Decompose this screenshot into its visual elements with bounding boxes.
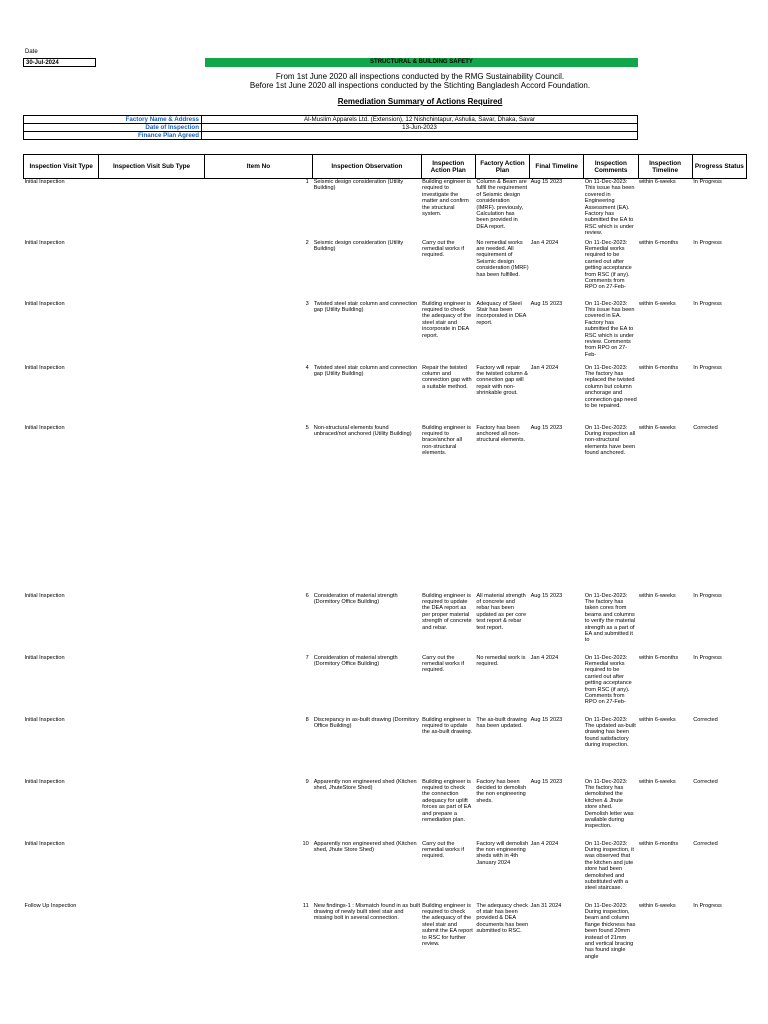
inspection-timeline-cell: within 6-weeks — [639, 424, 676, 431]
final-timeline-cell: Jan 31 2024 — [530, 902, 562, 909]
table-row — [24, 365, 747, 425]
action-plan-cell: Repair the twisted column and connection gap with a suitable method. — [422, 364, 472, 390]
action-plan-cell: Building engineer is required to brace/anchor all non-structural elements. — [422, 424, 471, 457]
inspection-timeline-cell: within 6-months — [639, 654, 679, 661]
visit-type-cell: Initial Inspection — [24, 424, 65, 431]
visit-type-cell: Initial Inspection — [24, 716, 65, 723]
factory-plan-cell: The adequacy check of stair has been provided & DEA documents has been submitted to RSC. — [476, 902, 529, 935]
observation-cell: Twisted steel stair column and connection gap (Utility Building) — [313, 300, 418, 313]
final-timeline-cell: Jan 4 2024 — [530, 840, 559, 847]
progress-status-cell: In Progress — [693, 654, 722, 661]
factory-info-table — [23, 115, 638, 140]
item-no-cell: 7 — [305, 654, 309, 661]
observation-cell: Seismic design consideration (Utility Building) — [313, 239, 404, 252]
notice-line-1: From 1st June 2020 all inspections conducted by the RMG Sustainability Council. — [275, 72, 565, 81]
visit-subtype-cell — [99, 179, 204, 240]
visit-type-cell: Initial Inspection — [24, 592, 65, 599]
inspection-timeline-cell: within 6-weeks — [639, 778, 676, 785]
progress-status-cell: In Progress — [693, 592, 722, 599]
final-timeline-cell: Aug 15 2023 — [530, 300, 563, 307]
inspection-timeline-cell: within 6-months — [639, 239, 679, 246]
final-timeline-cell: Aug 15 2023 — [530, 179, 563, 185]
visit-type-cell: Initial Inspection — [24, 239, 65, 246]
action-plan-cell: Building engineer is required to update the as-built drawing. — [422, 716, 473, 736]
progress-status-cell: In Progress — [693, 179, 722, 185]
inspection-timeline-cell: within 6-months — [639, 364, 679, 371]
observation-cell: Non-structural elements found unbraced/not anchored (Utility Building) — [313, 424, 412, 437]
inspection-date-row — [24, 124, 638, 132]
table-row — [24, 593, 747, 655]
visit-subtype-cell — [99, 593, 204, 655]
visit-subtype-cell — [99, 779, 204, 841]
progress-status-cell: In Progress — [693, 902, 722, 909]
visit-type-cell: Initial Inspection — [24, 364, 65, 371]
table-header-row — [24, 155, 747, 179]
table-row — [24, 179, 747, 240]
table-row — [24, 779, 747, 841]
action-plan-cell: Building engineer is required to update the DEA report as per proper material strength of concrete and rebar. — [422, 592, 472, 631]
progress-status-cell: In Progress — [693, 364, 722, 371]
action-plan-cell: Building engineer is required to check the adequacy of the steel stair and incorporate in DEA report. — [422, 300, 472, 339]
comments-cell: On 11-Dec-2023: This issue has been covered in EA. Factory has submitted the EA to RSC which is under review. Comments from RPO on 27-Feb- — [584, 300, 635, 358]
column-header: Inspection Visit Type — [24, 155, 99, 179]
visit-type-cell: Initial Inspection — [24, 778, 65, 785]
observation-cell: Consideration of material strength (Dormitory Office Building) — [313, 592, 398, 605]
inspection-timeline-cell: within 6-weeks — [639, 300, 676, 307]
observation-cell: Twisted steel stair column and connection gap (Utility Building) — [313, 364, 418, 377]
visit-type-cell: Initial Inspection — [24, 179, 65, 185]
table-row — [24, 717, 747, 779]
progress-status-cell: Corrected — [693, 778, 718, 785]
final-timeline-cell: Jan 4 2024 — [530, 654, 559, 661]
progress-status-cell: In Progress — [693, 239, 722, 246]
comments-cell: On 11-Dec-2023: During inspection, beam and column flange thickness has been found 20mm instead of 21mm and vertical bracing has found single angle — [584, 902, 636, 960]
action-plan-cell: Carry out the remedial works if required. — [422, 840, 465, 860]
column-header: Final Timeline — [530, 155, 584, 179]
action-plan-cell: Building engineer is required to investigate the matter and confirm the structural system. — [422, 179, 471, 218]
finance-value — [202, 132, 638, 140]
table-row — [24, 655, 747, 717]
progress-status-cell: Corrected — [693, 716, 718, 723]
column-header: Progress Status — [692, 155, 746, 179]
inspection-date-label: Date of Inspection — [24, 124, 202, 132]
summary-title: Remediation Summary of Actions Required — [337, 97, 503, 106]
table-row — [24, 240, 747, 301]
action-plan-cell: Carry out the remedial works if required. — [422, 654, 465, 674]
action-plan-cell: Building engineer is required to check the connection adequacy for uplift forces as part of EA and prepare a remediation plan. — [422, 778, 471, 823]
comments-cell: On 11-Dec-2023: This issue has been covered in Engineering Assessment (EA). Factory has submitted the EA to RSC which is under review. — [584, 179, 635, 237]
visit-type-cell: Initial Inspection — [24, 840, 65, 847]
item-no-cell: 8 — [305, 716, 309, 723]
item-no-cell: 10 — [302, 840, 309, 847]
final-timeline-cell: Aug 15 2023 — [530, 778, 563, 785]
visit-subtype-cell — [99, 655, 204, 717]
inspection-timeline-cell: within 6-weeks — [639, 179, 676, 185]
comments-cell: On 11-Dec-2023: Remedial works required to be carried out after getting acceptance from RSC (if any). Comments from RPO on 27-Feb- — [584, 239, 632, 291]
item-no-cell: 11 — [302, 902, 309, 909]
action-plan-cell: Building engineer is required to check the adequacy of the steel stair and submit the EA report to RSC for further review. — [422, 902, 473, 947]
factory-plan-cell: All material strength of concrete and rebar has been updated as per core test report & rebar test report. — [476, 592, 527, 631]
comments-cell: On 11-Dec-2023: The updated as-built drawing has been found satisfactory during inspection. — [584, 716, 636, 749]
visit-subtype-cell — [99, 240, 204, 301]
inspection-timeline-cell: within 6-weeks — [639, 592, 676, 599]
column-header: Item No — [204, 155, 312, 179]
visit-subtype-cell — [99, 717, 204, 779]
visit-subtype-cell — [99, 903, 204, 965]
item-no-cell: 5 — [305, 424, 309, 431]
progress-status-cell: In Progress — [693, 300, 722, 307]
column-header: Inspection Comments — [584, 155, 638, 179]
observation-cell: Consideration of material strength (Dormitory Office Building) — [313, 654, 398, 667]
item-no-cell: 9 — [305, 778, 309, 785]
final-timeline-cell: Aug 15 2023 — [530, 592, 563, 599]
factory-plan-cell: The as-built drawing has been updated. — [476, 716, 527, 729]
progress-status-cell: Corrected — [693, 424, 718, 431]
visit-subtype-cell — [99, 841, 204, 903]
comments-cell: On 11-Dec-2023: During inspection all non-structural elements have been found anchored. — [584, 424, 636, 457]
inspection-timeline-cell: within 6-weeks — [639, 902, 676, 909]
item-no-cell: 1 — [305, 179, 309, 185]
factory-row — [24, 116, 638, 124]
factory-plan-cell: Factory has been anchored all non-structural elements. — [476, 424, 526, 444]
finance-row — [24, 132, 638, 140]
factory-plan-cell: Factory has been decided to demolish the non engineering sheds. — [476, 778, 527, 804]
factory-plan-cell: No remedial works are needed. All requirement of Seismic design consideration (IMRF) has been fulfilled. — [476, 239, 529, 278]
comments-cell: On 11-Dec-2023: The factory has demolished the kitchen & Jhute store shed. Demolish letter was available during inspection. — [584, 778, 634, 830]
item-no-cell: 2 — [305, 239, 309, 246]
final-timeline-cell: Jan 4 2024 — [530, 239, 559, 246]
factory-label: Factory Name & Address — [24, 116, 202, 124]
column-header: Inspection Observation — [313, 155, 421, 179]
table-row — [24, 841, 747, 903]
remediation-table — [23, 154, 747, 965]
inspection-timeline-cell: within 6-weeks — [639, 716, 676, 723]
visit-subtype-cell — [99, 365, 204, 425]
table-body — [24, 179, 747, 965]
factory-value: Al-Muslim Apparels Ltd. (Extension), 12 Nishchintapur, Ashulia, Savar, Dhaka, Savar — [202, 116, 638, 124]
inspection-date-value: 13-Jun-2023 — [202, 124, 638, 132]
column-header: Inspection Visit Sub Type — [99, 155, 204, 179]
item-no-cell: 4 — [305, 364, 309, 371]
comments-cell: On 11-Dec-2023: The factory has replaced the twisted column but column anchorage and connection gap need to be repaired. — [584, 364, 637, 409]
comments-cell: On 11-Dec-2023: During inspection, it was observed that the kitchen and jute store had been demolished and substituted with a steel staircase. — [584, 840, 634, 892]
observation-cell: New findings-1 : Mismatch found in as built drawing of newly built steel stair and missing bolt in several connection. — [313, 902, 421, 922]
action-plan-cell: Carry out the remedial works if required. — [422, 239, 465, 259]
column-header: Inspection Action Plan — [421, 155, 475, 179]
item-no-cell: 3 — [305, 300, 309, 307]
observation-cell: Seismic design consideration (Utility Building) — [313, 179, 404, 192]
visit-subtype-cell — [99, 425, 204, 593]
observation-cell: Apparently non engineered shed (Kitchen shed, JhuteStore Shed) — [313, 778, 417, 791]
report-date: 30-Jul-2024 — [23, 58, 96, 67]
visit-type-cell: Follow Up Inspection — [24, 902, 77, 909]
table-row — [24, 301, 747, 365]
factory-plan-cell: Factory will demolish the non engineering sheds with in 4th January 2024 — [476, 840, 529, 866]
table-row — [24, 903, 747, 965]
factory-plan-cell: Factory will repair the twisted column & connection gap will repair with non-shrinkable grout. — [476, 364, 528, 397]
final-timeline-cell: Aug 15 2023 — [530, 424, 563, 431]
item-no-cell: 6 — [305, 592, 309, 599]
progress-status-cell: Corrected — [693, 840, 718, 847]
column-header: Factory Action Plan — [475, 155, 529, 179]
visit-type-cell: Initial Inspection — [24, 300, 65, 307]
final-timeline-cell: Jan 4 2024 — [530, 364, 559, 371]
final-timeline-cell: Aug 15 2023 — [530, 716, 563, 723]
comments-cell: On 11-Dec-2023: The factory has taken cores from beams and columns to verify the material strength as a part of EA and submitted it to — [584, 592, 636, 644]
date-label: Date — [25, 49, 38, 55]
finance-label: Finance Plan Agreed — [24, 132, 202, 140]
factory-plan-cell: No remedial work is required. — [476, 654, 526, 667]
notice-line-2: Before 1st June 2020 all inspections conducted by the Stichting Bangladesh Accord Foundation. — [249, 81, 591, 90]
factory-plan-cell: Column & Beam are fulfil the requirement of Seismic design consideration (IMRF). previously, Calculation has been provided in DEA report. — [476, 179, 528, 230]
column-header: Inspection Timeline — [638, 155, 692, 179]
observation-cell: Discrepancy in as-built drawing (Dormitory Office Building) — [313, 716, 419, 729]
comments-cell: On 11-Dec-2023: Remedial works required to be carried out after getting acceptance from RSC (if any). Comments from RPO on 27-Feb- — [584, 654, 632, 706]
observation-cell: Apparently non engineered shed (Kitchen shed, Jhute Store Shed) — [313, 840, 417, 853]
visit-type-cell: Initial Inspection — [24, 654, 65, 661]
inspection-timeline-cell: within 6-months — [639, 840, 679, 847]
table-row — [24, 425, 747, 593]
visit-subtype-cell — [99, 301, 204, 365]
section-banner: STRUCTURAL & BUILDING SAFETY — [205, 58, 638, 67]
factory-plan-cell: Adequacy of Steel Stair has been incorporated in DEA report. — [476, 300, 527, 326]
